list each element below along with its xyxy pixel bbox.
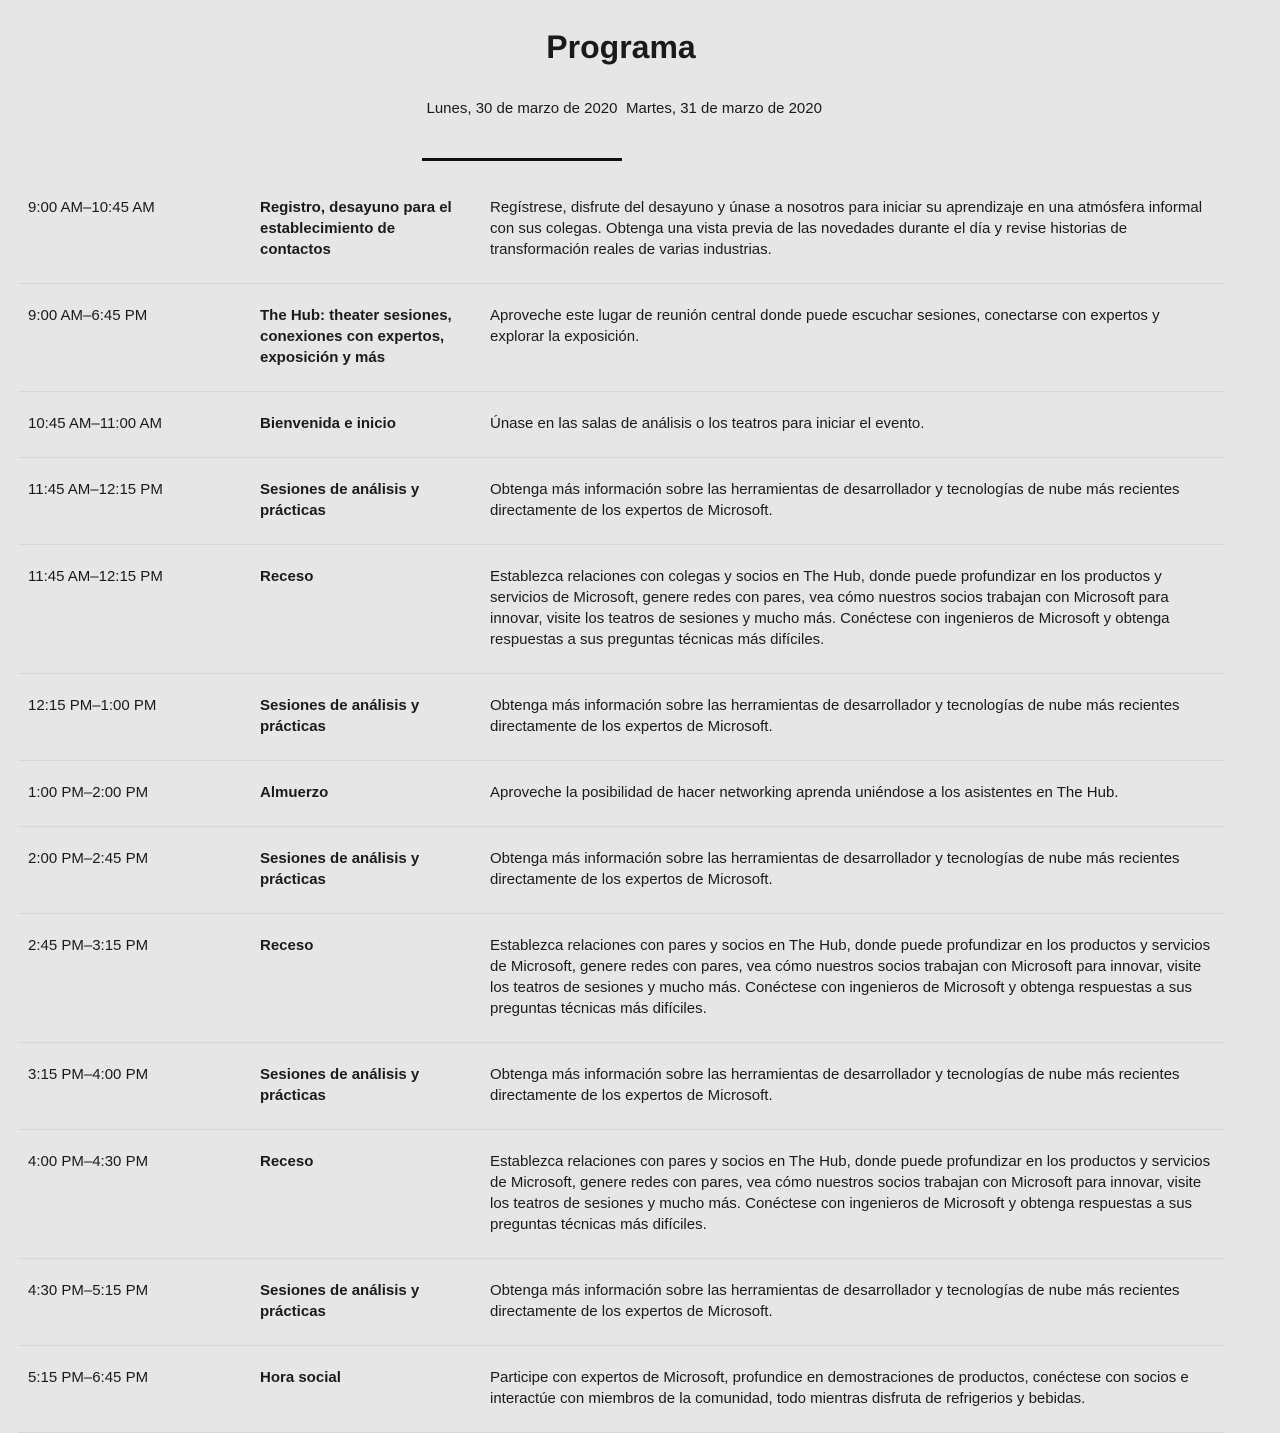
tab-monday[interactable]: [418, 98, 626, 162]
day-tabs: [418, 98, 822, 162]
schedule-row: [18, 827, 1224, 914]
session-description: Obtenga más información sobre las herramientas de desarrollador y tecnologías de nube más recientes directamente de los expertos de Microsoft.: [490, 697, 1180, 735]
session-time: 4:00 PM–4:30 PM: [28, 1153, 149, 1170]
schedule-row: [18, 545, 1224, 674]
page-title: Programa: [546, 29, 696, 65]
session-time: 12:15 PM–1:00 PM: [28, 697, 157, 714]
session-time: 4:30 PM–5:15 PM: [28, 1282, 149, 1299]
schedule-row: [18, 1043, 1224, 1130]
tab-selected-indicator: [422, 158, 622, 161]
schedule-row: [18, 284, 1224, 392]
session-description: Obtenga más información sobre las herramientas de desarrollador y tecnologías de nube más recientes directamente de los expertos de Microsoft.: [490, 481, 1180, 519]
session-time: 1:00 PM–2:00 PM: [28, 784, 149, 801]
session-description: Obtenga más información sobre las herramientas de desarrollador y tecnologías de nube más recientes directamente de los expertos de Microsoft.: [490, 850, 1180, 888]
session-name: The Hub: theater sesiones, conexiones con expertos, exposición y más: [260, 307, 452, 366]
schedule-row: [18, 674, 1224, 761]
schedule-list: [18, 176, 1224, 1433]
session-description: Regístrese, disfrute del desayuno y únase a nosotros para iniciar su aprendizaje en una atmósfera informal con sus colegas. Obtenga una vista previa de las novedades durante el día y revise historias de transformación reales de varias industrias.: [490, 199, 1203, 258]
session-name: Receso: [260, 568, 314, 585]
session-name: Registro, desayuno para el establecimiento de contactos: [260, 199, 452, 258]
session-description: Establezca relaciones con pares y socios en The Hub, donde puede profundizar en los productos y servicios de Microsoft, genere redes con pares, vea cómo nuestros socios trabajan con Microsoft para innovar, visite los teatros de sesiones y mucho más. Conéctese con ingenieros de Microsoft y obtenga respuestas a sus preguntas técnicas más difíciles.: [490, 937, 1211, 1017]
session-name: Almuerzo: [260, 784, 329, 801]
session-name: Sesiones de análisis y prácticas: [260, 1066, 420, 1104]
schedule-row: [18, 914, 1224, 1043]
tab-tuesday[interactable]: [626, 98, 822, 162]
schedule-row: [18, 176, 1224, 284]
session-time: 11:45 AM–12:15 PM: [28, 568, 163, 585]
session-time: 9:00 AM–10:45 AM: [28, 199, 155, 216]
session-name: Bienvenida e inicio: [260, 415, 396, 432]
session-time: 11:45 AM–12:15 PM: [28, 481, 163, 498]
session-time: 5:15 PM–6:45 PM: [28, 1369, 149, 1386]
session-description: Obtenga más información sobre las herramientas de desarrollador y tecnologías de nube más recientes directamente de los expertos de Microsoft.: [490, 1282, 1180, 1320]
session-name: Sesiones de análisis y prácticas: [260, 1282, 420, 1320]
session-description: Establezca relaciones con pares y socios en The Hub, donde puede profundizar en los productos y servicios de Microsoft, genere redes con pares, vea cómo nuestros socios trabajan con Microsoft para innovar, visite los teatros de sesiones y mucho más. Conéctese con ingenieros de Microsoft y obtenga respuestas a sus preguntas técnicas más difíciles.: [490, 1153, 1211, 1233]
session-description: Únase en las salas de análisis o los teatros para iniciar el evento.: [490, 415, 925, 432]
session-name: Receso: [260, 937, 314, 954]
session-description: Aproveche la posibilidad de hacer networking aprenda uniéndose a los asistentes en The Hub.: [490, 784, 1119, 801]
schedule-row: [18, 1346, 1224, 1433]
schedule-row: [18, 392, 1224, 458]
tab-monday-label: Lunes, 30 de marzo de 2020: [426, 100, 618, 117]
schedule-row: [18, 1259, 1224, 1346]
session-description: Participe con expertos de Microsoft, profundice en demostraciones de productos, conéctese con socios e interactúe con miembros de la comunidad, todo mientras disfruta de refrigerios y bebidas.: [490, 1369, 1189, 1407]
session-name: Sesiones de análisis y prácticas: [260, 850, 420, 888]
session-name: Sesiones de análisis y prácticas: [260, 697, 420, 735]
session-time: 9:00 AM–6:45 PM: [28, 307, 148, 324]
schedule-row: [18, 761, 1224, 827]
session-time: 2:00 PM–2:45 PM: [28, 850, 149, 867]
session-description: Establezca relaciones con colegas y socios en The Hub, donde puede profundizar en los productos y servicios de Microsoft, genere redes con pares, vea cómo nuestros socios trabajan con Microsoft para innovar, visite los teatros de sesiones y mucho más. Conéctese con ingenieros de Microsoft y obtenga respuestas a sus preguntas técnicas más difíciles.: [490, 568, 1170, 648]
session-time: 3:15 PM–4:00 PM: [28, 1066, 149, 1083]
session-name: Hora social: [260, 1369, 341, 1386]
tab-tuesday-label: Martes, 31 de marzo de 2020: [626, 100, 822, 117]
session-time: 2:45 PM–3:15 PM: [28, 937, 149, 954]
session-description: Aproveche este lugar de reunión central donde puede escuchar sesiones, conectarse con expertos y explorar la exposición.: [490, 307, 1160, 345]
schedule-row: [18, 1130, 1224, 1259]
schedule-row: [18, 458, 1224, 545]
session-time: 10:45 AM–11:00 AM: [28, 415, 162, 432]
session-description: Obtenga más información sobre las herramientas de desarrollador y tecnologías de nube más recientes directamente de los expertos de Microsoft.: [490, 1066, 1180, 1104]
session-name: Sesiones de análisis y prácticas: [260, 481, 420, 519]
session-name: Receso: [260, 1153, 314, 1170]
